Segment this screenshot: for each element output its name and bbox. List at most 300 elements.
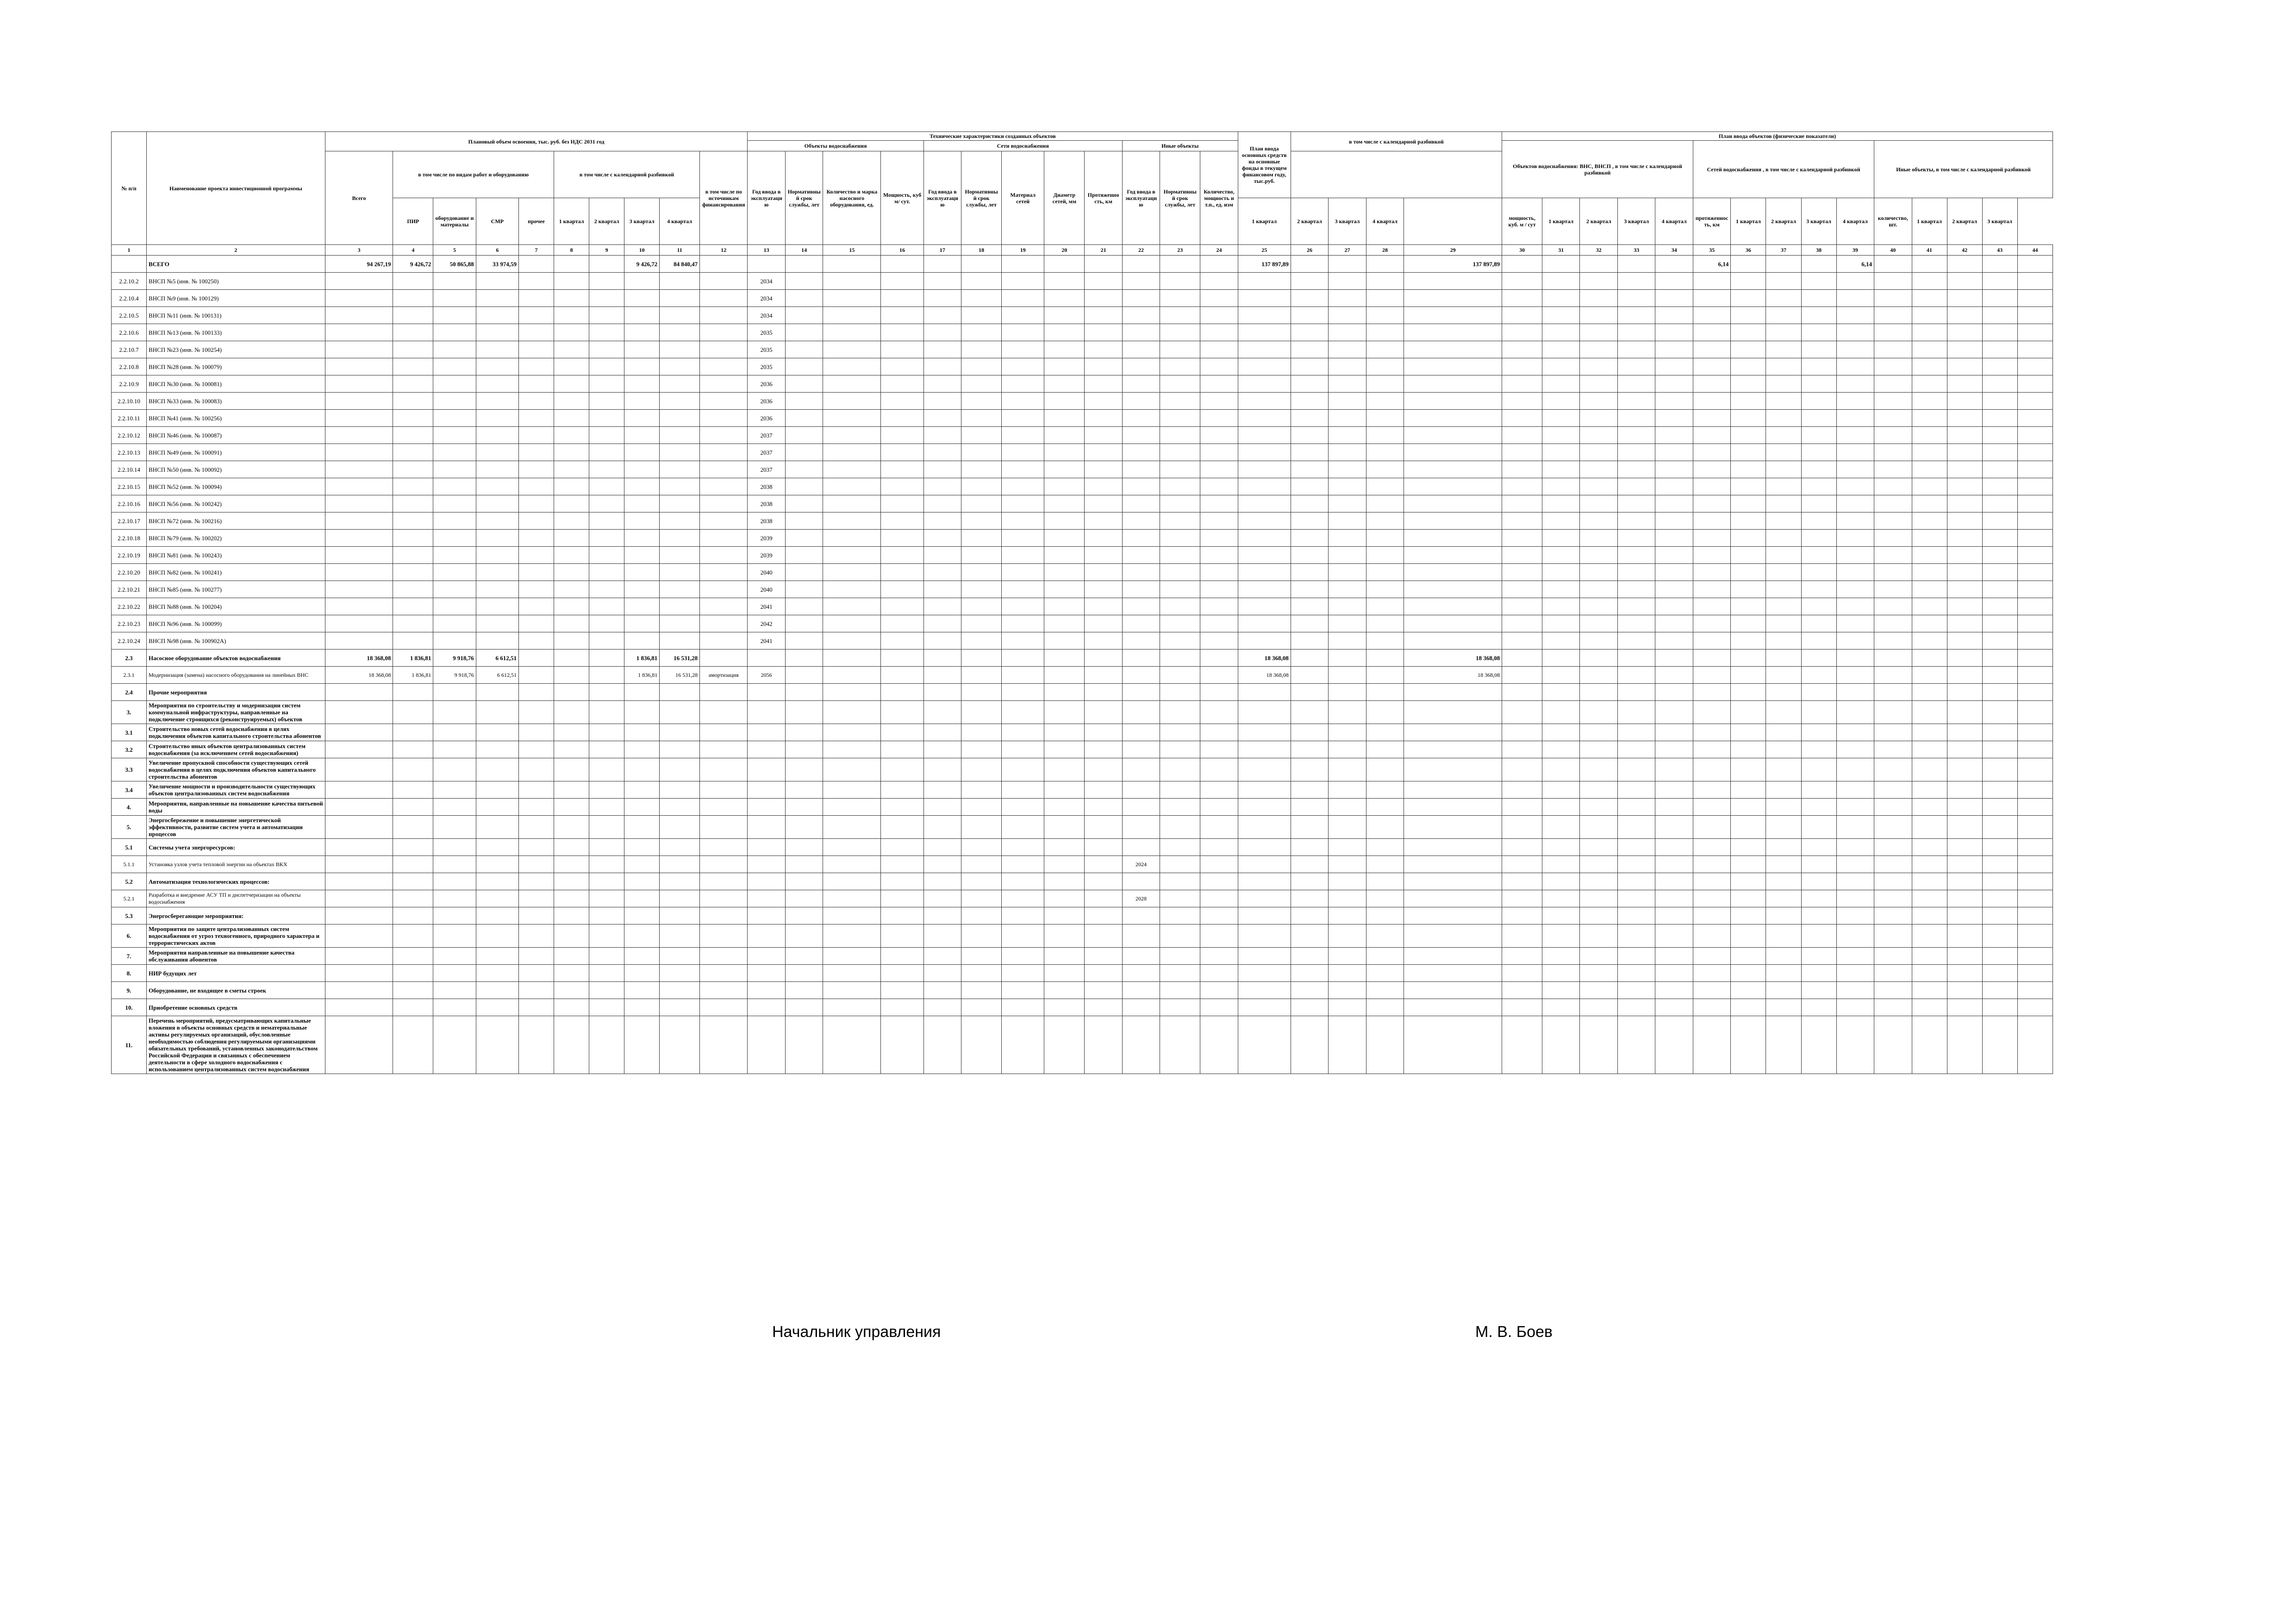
row-number-cell: 5.2 [112,873,147,890]
cell-col-34 [1655,907,1693,924]
cell-col-36 [1731,816,1766,839]
cell-col-26 [1291,701,1328,724]
row-number-cell: 3.1 [112,724,147,741]
row-name-cell: ВНСП №28 (инв. № 100079) [147,358,325,375]
cell-col-21 [1085,741,1122,758]
cell-col-34 [1655,495,1693,512]
cell-col-38 [1801,530,1836,547]
cell-col-41 [1912,856,1947,873]
cell-col-9 [589,781,624,799]
cell-col-35 [1693,982,1730,999]
column-number: 38 [1801,245,1836,256]
cell-col-17 [923,410,961,427]
cell-col-3 [325,478,393,495]
cell-col-13 [748,907,785,924]
cell-col-39 [1836,273,1874,290]
cell-col-39 [1836,650,1874,667]
cell-col-39 [1836,530,1874,547]
row-number-cell: 2.2.10.18 [112,530,147,547]
phys-o-q1-header: 1 квартал [1912,198,1947,245]
cell-col-30 [1502,667,1542,684]
cell-col-16 [881,799,923,816]
material-header: Материал сетей [1002,151,1044,245]
cell-col-17 [923,999,961,1016]
cell-col-19 [1002,999,1044,1016]
cell-col-27 [1329,512,1366,530]
cell-col-31 [1542,632,1579,650]
cell-col-10 [624,341,660,358]
fa-q4-header: 4 квартал [1366,198,1404,245]
cell-col-43 [1982,581,2017,598]
cell-col-32 [1580,890,1617,907]
cell-col-9 [589,581,624,598]
cell-col-20 [1044,907,1085,924]
cell-col-43 [1982,781,2017,799]
cell-col-22 [1122,758,1160,781]
cell-col-8 [554,393,589,410]
cell-col-27 [1329,632,1366,650]
cell-col-31 [1542,982,1579,999]
cell-col-18 [961,307,1002,324]
cell-col-39 [1836,982,1874,999]
cell-col-7 [519,341,554,358]
cell-col-13 [748,1016,785,1074]
cell-col-42 [1947,684,1982,701]
cell-col-30 [1502,948,1542,965]
cell-col-42 [1947,856,1982,873]
cell-col-10 [624,547,660,564]
cell-col-7 [519,907,554,924]
cell-col-44 [2017,615,2053,632]
cell-col-38 [1801,547,1836,564]
by-quarter-header: в том числе с календарной разбивкой [554,151,700,198]
cell-col-40 [1874,358,1912,375]
cell-col-34 [1655,307,1693,324]
cell-col-17 [923,650,961,667]
cell-col-37 [1766,839,1801,856]
cell-col-33 [1617,393,1655,410]
row-number-cell: 3.3 [112,758,147,781]
cell-col-40 [1874,684,1912,701]
cell-col-27 [1329,684,1366,701]
cell-col-26 [1291,667,1328,684]
cell-col-13 [748,873,785,890]
row-number-cell: 2.2.10.15 [112,478,147,495]
cell-col-44 [2017,375,2053,393]
cell-col-15 [823,724,881,741]
cell-col-44 [2017,478,2053,495]
cell-col-40 [1874,667,1912,684]
cell-col-12 [700,758,748,781]
cell-col-7 [519,307,554,324]
row-number-cell: 2.2.10.6 [112,324,147,341]
cell-col-22 [1122,341,1160,358]
cell-col-33 [1617,290,1655,307]
cell-col-12 [700,873,748,890]
cell-col-3 [325,741,393,758]
q2-header: 2 квартал [589,198,624,245]
cell-col-21 [1085,341,1122,358]
cell-col-13: 2042 [748,615,785,632]
cell-col-18 [961,495,1002,512]
cell-col-26 [1291,982,1328,999]
cell-col-16 [881,873,923,890]
cell-col-21 [1085,615,1122,632]
cell-col-21 [1085,873,1122,890]
table-row [112,839,2053,856]
cell-col-22 [1122,701,1160,724]
cell-col-37 [1766,965,1801,982]
cell-col-29 [1404,781,1502,799]
cell-col-4 [393,598,433,615]
cell-col-40 [1874,444,1912,461]
cell-col-27 [1329,999,1366,1016]
cell-col-15 [823,324,881,341]
cell-col-29 [1404,982,1502,999]
cell-col-34 [1655,999,1693,1016]
cell-col-27 [1329,444,1366,461]
cell-col-43 [1982,965,2017,982]
cell-col-11 [660,495,700,512]
cell-col-13: 2039 [748,530,785,547]
column-number: 3 [325,245,393,256]
cell-col-3 [325,999,393,1016]
cell-col-8 [554,948,589,965]
cell-col-26 [1291,1016,1328,1074]
cell-col-29 [1404,741,1502,758]
cell-col-31 [1542,781,1579,799]
cell-col-19 [1002,948,1044,965]
cell-col-41 [1912,615,1947,632]
cell-col-19 [1002,256,1044,273]
cell-col-41 [1912,256,1947,273]
cell-col-43 [1982,564,2017,581]
cell-col-26 [1291,741,1328,758]
cell-col-3 [325,375,393,393]
cell-col-4 [393,758,433,781]
row-number-cell: 5.1.1 [112,856,147,873]
cell-col-10 [624,741,660,758]
cell-col-33 [1617,839,1655,856]
cell-col-23 [1160,615,1200,632]
cell-col-20 [1044,701,1085,724]
smr-header: СМР [476,198,518,245]
cell-col-22 [1122,273,1160,290]
cell-col-30 [1502,684,1542,701]
cell-col-30 [1502,758,1542,781]
cell-col-13 [748,948,785,965]
cell-col-16 [881,358,923,375]
cell-col-36 [1731,1016,1766,1074]
cell-col-26 [1291,564,1328,581]
cell-col-4 [393,547,433,564]
cell-col-21 [1085,375,1122,393]
cell-col-21 [1085,444,1122,461]
cell-col-39 [1836,581,1874,598]
cell-col-22 [1122,564,1160,581]
cell-col-42 [1947,701,1982,724]
cell-col-15 [823,393,881,410]
cell-col-44 [2017,461,2053,478]
cell-col-29 [1404,890,1502,907]
cell-col-13 [748,856,785,873]
row-name-cell: ВНСП №50 (инв. № 100092) [147,461,325,478]
cell-col-9 [589,358,624,375]
cell-col-27 [1329,410,1366,427]
phys-w-q3-header: 3 квартал [1617,198,1655,245]
cell-col-18 [961,598,1002,615]
cell-col-4 [393,307,433,324]
cell-col-22 [1122,427,1160,444]
cell-col-27 [1329,598,1366,615]
cell-col-15 [823,839,881,856]
cell-col-37 [1766,324,1801,341]
row-name-cell: Оборудование, не входящее в сметы строек [147,982,325,999]
cell-col-10 [624,701,660,724]
cell-col-39 [1836,839,1874,856]
cell-col-15 [823,816,881,839]
cell-col-41 [1912,547,1947,564]
cell-col-9 [589,965,624,982]
row-name-cell: ВНСП №33 (инв. № 100083) [147,393,325,410]
cell-col-20 [1044,512,1085,530]
cell-col-5 [433,324,476,341]
cell-col-42 [1947,512,1982,530]
cell-col-30 [1502,890,1542,907]
cell-col-23 [1160,839,1200,856]
cell-col-23 [1160,856,1200,873]
cell-col-26 [1291,873,1328,890]
cell-col-40 [1874,273,1912,290]
cell-col-38 [1801,999,1836,1016]
cell-col-12 [700,1016,748,1074]
cell-col-24 [1200,598,1238,615]
cell-col-39 [1836,948,1874,965]
cell-col-8 [554,427,589,444]
cell-col-11 [660,410,700,427]
cell-col-31 [1542,444,1579,461]
cell-col-31 [1542,495,1579,512]
cell-col-3 [325,273,393,290]
cell-col-15 [823,478,881,495]
cell-col-14 [785,799,823,816]
cell-col-29 [1404,873,1502,890]
cell-col-39 [1836,495,1874,512]
cell-col-18 [961,724,1002,741]
cell-col-7 [519,564,554,581]
cell-col-21 [1085,781,1122,799]
cell-col-7 [519,273,554,290]
table-row [112,273,2053,290]
cell-col-5 [433,816,476,839]
cell-col-13: 2037 [748,461,785,478]
row-number-cell: 2.3.1 [112,667,147,684]
cell-col-33 [1617,816,1655,839]
cell-col-43 [1982,375,2017,393]
cell-col-27 [1329,781,1366,799]
cell-col-27 [1329,799,1366,816]
cell-col-28 [1366,547,1404,564]
cell-col-4 [393,799,433,816]
cell-col-4 [393,358,433,375]
row-name-cell: Энергосберегающие мероприятия: [147,907,325,924]
cell-col-31 [1542,547,1579,564]
cell-col-6 [476,273,518,290]
cell-col-31 [1542,307,1579,324]
cell-col-42 [1947,547,1982,564]
cell-col-44 [2017,999,2053,1016]
cell-col-44 [2017,307,2053,324]
cell-col-34 [1655,667,1693,684]
cell-col-21 [1085,758,1122,781]
cell-col-24 [1200,873,1238,890]
cell-col-31 [1542,478,1579,495]
cell-col-11: 16 531,28 [660,650,700,667]
cell-col-24 [1200,1016,1238,1074]
cell-col-27 [1329,581,1366,598]
cell-col-27 [1329,478,1366,495]
cell-col-32 [1580,684,1617,701]
cell-col-34 [1655,615,1693,632]
cell-col-43 [1982,547,2017,564]
cell-col-22 [1122,547,1160,564]
cell-col-40 [1874,341,1912,358]
cell-col-13: 2037 [748,444,785,461]
cell-col-13: 2041 [748,598,785,615]
cell-col-35 [1693,615,1730,632]
cell-col-42 [1947,375,1982,393]
phys-water-objects-header: Объектов водоснабжения: ВНС, ВНСП , в том числе с календарной разбивкой [1502,141,1693,198]
cell-col-8 [554,982,589,999]
cell-col-41 [1912,307,1947,324]
cell-col-31 [1542,256,1579,273]
cell-col-35 [1693,564,1730,581]
cell-col-7 [519,290,554,307]
cell-col-15 [823,781,881,799]
pir-header: ПИР [393,198,433,245]
row-name-cell: ВНСП №82 (инв. № 100241) [147,564,325,581]
cell-col-12 [700,273,748,290]
row-name-cell: Системы учета энергоресурсов: [147,839,325,856]
cell-col-40 [1874,758,1912,781]
cell-col-27 [1329,564,1366,581]
cell-col-11 [660,461,700,478]
cell-col-14 [785,341,823,358]
cell-col-15 [823,758,881,781]
cell-col-29 [1404,799,1502,816]
cell-col-38 [1801,873,1836,890]
cell-col-22: 2024 [1122,856,1160,873]
cell-col-20 [1044,547,1085,564]
cell-col-4 [393,839,433,856]
cell-col-29 [1404,512,1502,530]
cell-col-30 [1502,324,1542,341]
cell-col-12 [700,741,748,758]
cell-col-21 [1085,948,1122,965]
cell-col-18 [961,650,1002,667]
cell-col-41 [1912,632,1947,650]
cell-col-34 [1655,410,1693,427]
cell-col-18 [961,758,1002,781]
cell-col-33 [1617,461,1655,478]
cell-col-12 [700,256,748,273]
phys-qty-header: количество, шт. [1874,198,1912,245]
cell-col-8 [554,965,589,982]
cell-col-5 [433,741,476,758]
cell-col-17 [923,256,961,273]
cell-col-42 [1947,741,1982,758]
cell-col-25 [1238,924,1291,948]
column-number: 14 [785,245,823,256]
cell-col-18 [961,581,1002,598]
phys-w-q1-header: 1 квартал [1542,198,1579,245]
cell-col-31 [1542,530,1579,547]
cell-col-18 [961,393,1002,410]
cell-col-43 [1982,256,2017,273]
cell-col-31 [1542,839,1579,856]
cell-col-5 [433,890,476,907]
cell-col-22 [1122,530,1160,547]
equipment-header: оборудование и материалы [433,198,476,245]
cell-col-37 [1766,290,1801,307]
cell-col-37 [1766,444,1801,461]
cell-col-19 [1002,684,1044,701]
cell-col-36 [1731,924,1766,948]
cell-col-31 [1542,427,1579,444]
cell-col-14 [785,375,823,393]
cell-col-32 [1580,948,1617,965]
cell-col-39 [1836,478,1874,495]
cell-col-21 [1085,724,1122,741]
cell-col-24 [1200,307,1238,324]
cell-col-32 [1580,547,1617,564]
cell-col-35 [1693,410,1730,427]
cell-col-5 [433,758,476,781]
column-number: 21 [1085,245,1122,256]
cell-col-37 [1766,741,1801,758]
table-row [112,581,2053,598]
cell-col-25 [1238,907,1291,924]
cell-col-40 [1874,839,1912,856]
table-row [112,530,2053,547]
cell-col-36 [1731,427,1766,444]
cell-col-25 [1238,816,1291,839]
cell-col-38 [1801,581,1836,598]
cell-col-6 [476,358,518,375]
cell-col-15 [823,341,881,358]
cell-col-10 [624,890,660,907]
cell-col-15 [823,615,881,632]
cell-col-12 [700,701,748,724]
cell-col-28 [1366,999,1404,1016]
cell-col-19 [1002,512,1044,530]
cell-col-25 [1238,856,1291,873]
cell-col-4 [393,478,433,495]
cell-col-26 [1291,495,1328,512]
cell-col-27 [1329,324,1366,341]
column-number: 42 [1947,245,1982,256]
cell-col-33 [1617,1016,1655,1074]
cell-col-27 [1329,256,1366,273]
cell-col-43 [1982,530,2017,547]
cell-col-33 [1617,375,1655,393]
cell-col-10 [624,324,660,341]
cell-col-24 [1200,290,1238,307]
row-name-cell: ВНСП №72 (инв. № 100216) [147,512,325,530]
cell-col-24 [1200,512,1238,530]
cell-col-18 [961,478,1002,495]
phys-w-q4-header: 4 квартал [1655,198,1693,245]
